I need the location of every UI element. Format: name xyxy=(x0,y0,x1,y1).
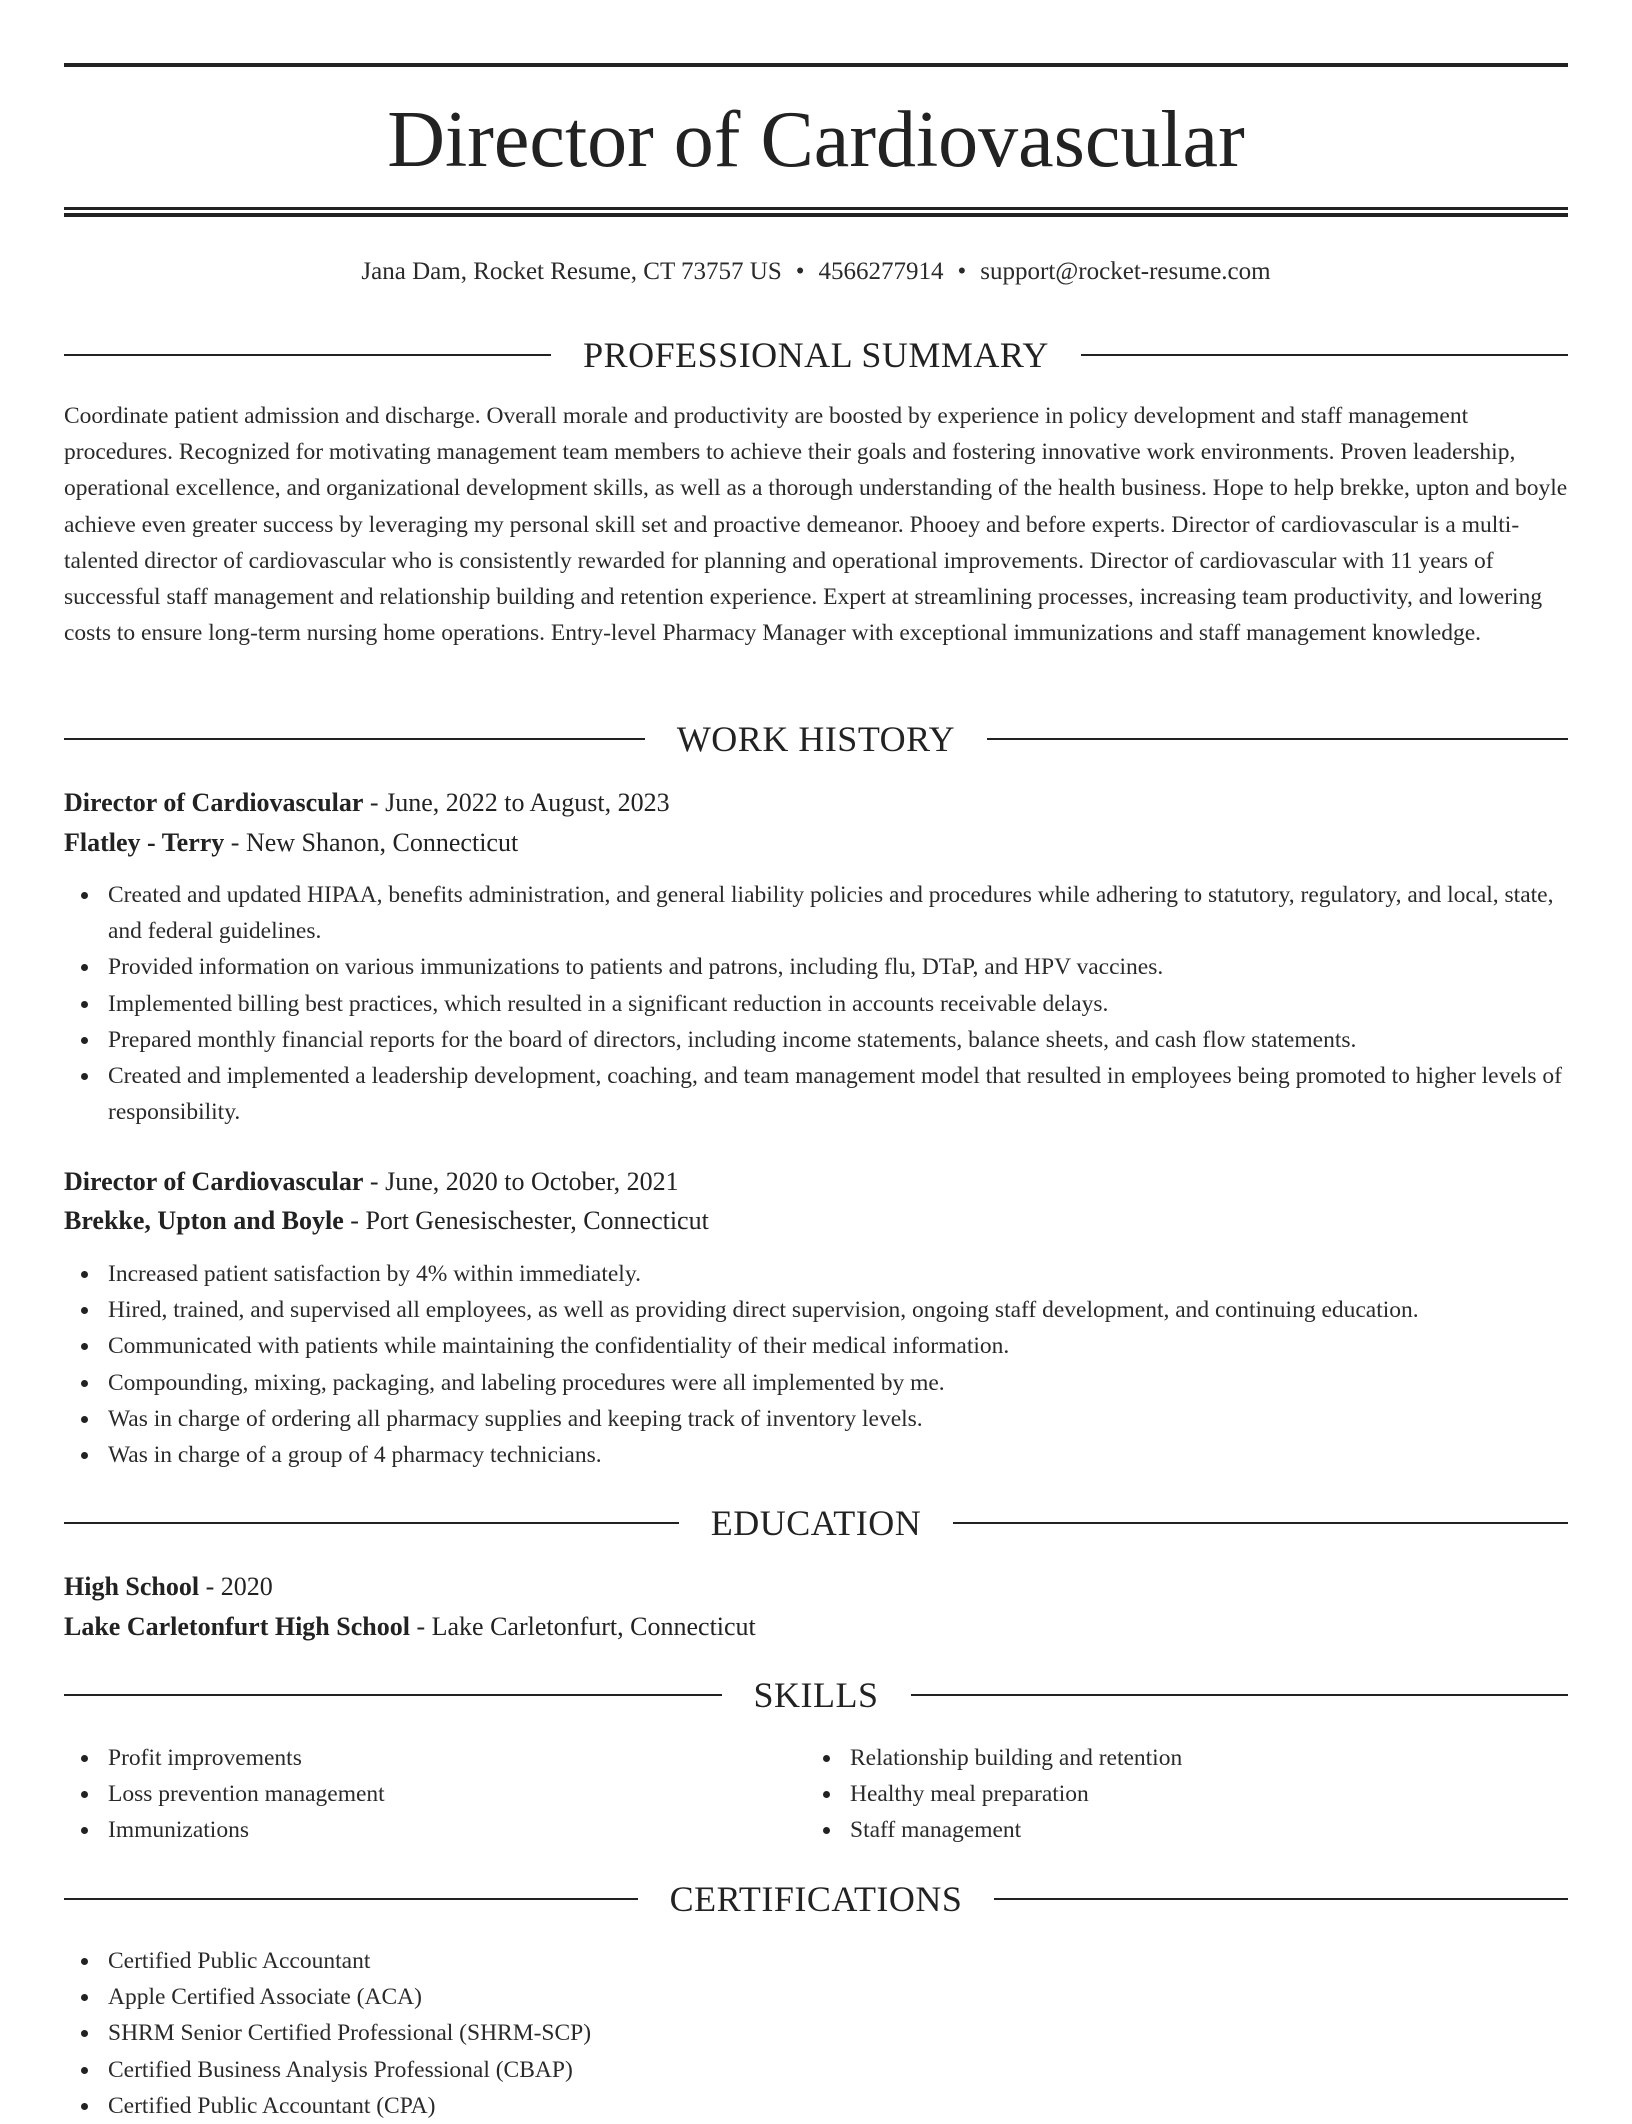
job-title-line xyxy=(64,1163,1568,1201)
list-item: Compounding, mixing, packaging, and labeling procedures were all implemented by me. xyxy=(108,1365,1568,1401)
skill-item: Immunizations xyxy=(108,1812,764,1848)
divider-line xyxy=(953,1522,1568,1524)
job-location: - New Shanon, Connecticut xyxy=(224,828,519,857)
list-item: Hired, trained, and supervised all employees, as well as providing direct supervision, ongoing staff development, and continuing education. xyxy=(108,1292,1568,1328)
job-company-line xyxy=(64,1202,1568,1240)
skill-item: Staff management xyxy=(850,1812,1506,1848)
certification-item: SHRM Senior Certified Professional (SHRM-SCP) xyxy=(108,2015,1568,2051)
section-heading-summary xyxy=(64,333,1568,377)
list-item: Implemented billing best practices, which resulted in a significant reduction in accounts receivable delays. xyxy=(108,986,1568,1022)
divider-line xyxy=(987,738,1568,740)
list-item: Provided information on various immunizations to patients and patrons, including flu, DTaP, and HPV vaccines. xyxy=(108,949,1568,985)
education-school: Lake Carletonfurt High School xyxy=(64,1612,410,1641)
section-heading-certifications xyxy=(64,1877,1568,1921)
job-dates: - June, 2022 to August, 2023 xyxy=(363,788,670,817)
job-title: Director of Cardiovascular xyxy=(64,788,364,817)
education-location: - Lake Carletonfurt, Connecticut xyxy=(409,1612,756,1641)
divider-line xyxy=(1081,354,1568,356)
certifications-list xyxy=(64,1943,1568,2124)
job-bullet-list xyxy=(64,877,1568,1130)
skills-list-right xyxy=(806,1740,1506,1849)
divider-line xyxy=(64,354,551,356)
job-location: - Port Genesischester, Connecticut xyxy=(343,1206,709,1235)
list-item: Was in charge of ordering all pharmacy supplies and keeping track of inventory levels. xyxy=(108,1401,1568,1437)
job-title-line xyxy=(64,784,1568,822)
education-degree: High School xyxy=(64,1572,200,1601)
divider-line xyxy=(64,1694,722,1696)
certification-item: Certified Public Accountant (CPA) xyxy=(108,2088,1568,2124)
job-company: Brekke, Upton and Boyle xyxy=(64,1206,344,1235)
skill-item: Loss prevention management xyxy=(108,1776,764,1812)
header-top-rule xyxy=(64,63,1568,67)
section-title: WORK HISTORY xyxy=(676,719,956,759)
list-item: Created and updated HIPAA, benefits administration, and general liability policies and procedures while adhering to statutory, regulatory, and local, state, and federal guidelines. xyxy=(108,877,1568,949)
education-year: - 2020 xyxy=(199,1572,273,1601)
skill-item: Profit improvements xyxy=(108,1740,764,1776)
divider-line xyxy=(64,1898,638,1900)
job-dates: - June, 2020 to October, 2021 xyxy=(363,1167,679,1196)
contact-address: Jana Dam, Rocket Resume, CT 73757 US xyxy=(361,258,782,285)
section-title: PROFESSIONAL SUMMARY xyxy=(583,335,1049,375)
section-heading-work-history xyxy=(64,717,1568,761)
divider-line xyxy=(911,1694,1569,1696)
list-item: Prepared monthly financial reports for the board of directors, including income statements, balance sheets, and cash flow statements. xyxy=(108,1022,1568,1058)
job-company: Flatley - Terry xyxy=(64,828,225,857)
skill-item: Healthy meal preparation xyxy=(850,1776,1506,1812)
list-item: Created and implemented a leadership development, coaching, and team management model that resulted in employees being promoted to higher levels of responsibility. xyxy=(108,1058,1568,1130)
page-title: Director of Cardiovascular xyxy=(387,96,1245,184)
summary-text: Coordinate patient admission and discharge. Overall morale and productivity are boosted by experience in policy development and staff management procedures. Recognized for motivating management team members to achieve their goals and fostering innovative work environments. Proven leadership, operational excellence, and organizational development skills, as well as a thorough understanding of the health business. Hope to help brekke, upton and boyle achieve even greater success by leveraging my personal skill set and proactive demeanor. Phooey and before experts. Director of cardiovascular is a multi-talented director of cardiovascular who is consistently rewarded for planning and operational improvements. Director of cardiovascular with 11 years of successful staff management and relationship building and retention experience. Expert at streamlining processes, increasing team productivity, and lowering costs to ensure long-term nursing home operations. Entry-level Pharmacy Manager with exceptional immunizations and staff management knowledge. xyxy=(64,403,1568,647)
section-heading-education xyxy=(64,1501,1568,1545)
list-item: Increased patient satisfaction by 4% within immediately. xyxy=(108,1256,1568,1292)
divider-line xyxy=(994,1898,1568,1900)
education-school-line xyxy=(64,1608,1568,1646)
certification-item: Certified Business Analysis Professional (CBAP) xyxy=(108,2052,1568,2088)
job-company-line xyxy=(64,824,1568,862)
section-heading-skills xyxy=(64,1673,1568,1717)
job-title: Director of Cardiovascular xyxy=(64,1167,364,1196)
section-title: CERTIFICATIONS xyxy=(669,1879,963,1919)
education-degree-line xyxy=(64,1568,1568,1606)
contact-email: support@rocket-resume.com xyxy=(980,258,1271,285)
certification-item: Apple Certified Associate (ACA) xyxy=(108,1979,1568,2015)
list-item: Was in charge of a group of 4 pharmacy technicians. xyxy=(108,1437,1568,1473)
contact-line xyxy=(64,255,1568,289)
divider-line xyxy=(64,738,645,740)
job-bullet-list xyxy=(64,1256,1568,1473)
header-double-rule xyxy=(64,207,1568,217)
certification-item: Certified Public Accountant xyxy=(108,1943,1568,1979)
section-title: SKILLS xyxy=(753,1675,879,1715)
skill-item: Relationship building and retention xyxy=(850,1740,1506,1776)
divider-line xyxy=(64,1522,679,1524)
skills-list-left xyxy=(64,1740,764,1849)
contact-separator: • xyxy=(795,258,805,285)
section-title: EDUCATION xyxy=(710,1503,922,1543)
contact-phone: 4566277914 xyxy=(818,258,944,285)
contact-separator: • xyxy=(957,258,967,285)
list-item: Communicated with patients while maintaining the confidentiality of their medical information. xyxy=(108,1328,1568,1364)
